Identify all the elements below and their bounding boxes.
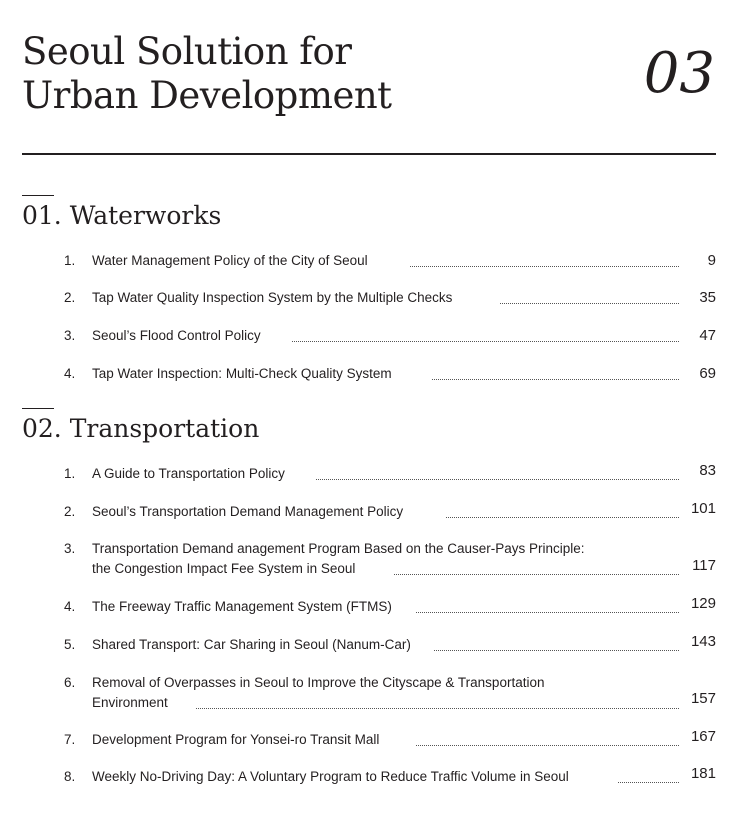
toc-entry-number: 4. bbox=[64, 599, 76, 614]
toc-entry-page: 181 bbox=[690, 765, 716, 782]
toc-leader-dots bbox=[618, 782, 679, 783]
toc-entry-page: 167 bbox=[690, 728, 716, 745]
book-title-line-1: Seoul Solution for bbox=[22, 30, 352, 73]
toc-entry-page: 143 bbox=[690, 633, 716, 650]
toc-entry-number: 3. bbox=[64, 541, 76, 556]
section-mark bbox=[22, 195, 54, 196]
toc-entry-page: 9 bbox=[707, 252, 716, 269]
toc-entry-page: 35 bbox=[699, 289, 716, 306]
toc-entry-number: 5. bbox=[64, 637, 76, 652]
toc-entry-page: 101 bbox=[690, 500, 716, 517]
toc-entry-title: Seoul’s Transportation Demand Management Policy bbox=[92, 504, 404, 519]
toc-entry-number: 7. bbox=[64, 732, 76, 747]
toc-leader-dots bbox=[434, 650, 679, 651]
toc-leader-dots bbox=[432, 379, 679, 380]
toc-entry-number: 2. bbox=[64, 504, 76, 519]
toc-leader-dots bbox=[410, 266, 679, 267]
toc-entry-title: Water Management Policy of the City of Seoul bbox=[92, 253, 368, 268]
toc-leader-dots bbox=[292, 341, 679, 342]
toc-entry-number: 4. bbox=[64, 366, 76, 381]
section-title: 01. Waterworks bbox=[22, 201, 222, 230]
toc-entry-title: Seoul’s Flood Control Policy bbox=[92, 328, 261, 343]
book-title bbox=[22, 30, 392, 118]
toc-entry-title: Tap Water Inspection: Multi-Check Quality System bbox=[92, 366, 392, 381]
toc-entry-title: A Guide to Transportation Policy bbox=[92, 466, 285, 481]
volume-number: 03 bbox=[643, 41, 715, 106]
toc-entry-page: 47 bbox=[699, 327, 716, 344]
toc-entry-number: 6. bbox=[64, 675, 76, 690]
toc-entry-number: 1. bbox=[64, 466, 76, 481]
toc-entry-title: Weekly No-Driving Day: A Voluntary Program to Reduce Traffic Volume in Seoul bbox=[92, 769, 569, 784]
toc-entry-title: Transportation Demand anagement Program Based on the Causer-Pays Principle: the Congestion Impact Fee System in Seoul bbox=[92, 541, 585, 576]
toc-leader-dots bbox=[316, 479, 679, 480]
section-title: 02. Transportation bbox=[22, 414, 260, 443]
toc-leader-dots bbox=[196, 708, 679, 709]
toc-entry-page: 69 bbox=[699, 365, 716, 382]
toc-entry-number: 8. bbox=[64, 769, 76, 784]
toc-entry-title: Removal of Overpasses in Seoul to Improve the Cityscape & Transportation Environment bbox=[92, 675, 545, 710]
toc-entry-title: The Freeway Traffic Management System (FTMS) bbox=[92, 599, 392, 614]
toc-entry-page: 129 bbox=[690, 595, 716, 612]
toc-entry-title: Shared Transport: Car Sharing in Seoul (Nanum-Car) bbox=[92, 637, 411, 652]
toc-leader-dots bbox=[394, 574, 679, 575]
toc-leader-dots bbox=[446, 517, 679, 518]
toc-leader-dots bbox=[500, 303, 679, 304]
header-divider bbox=[22, 153, 716, 155]
book-title-line-2: Urban Development bbox=[22, 74, 392, 117]
toc-entry-title: Development Program for Yonsei-ro Transit Mall bbox=[92, 732, 380, 747]
toc-entry-page: 117 bbox=[692, 557, 716, 574]
toc-entry-page: 157 bbox=[690, 690, 716, 707]
toc-entry-title: Tap Water Quality Inspection System by the Multiple Checks bbox=[92, 290, 453, 305]
toc-leader-dots bbox=[416, 745, 679, 746]
section-mark bbox=[22, 408, 54, 409]
toc-entry-number: 2. bbox=[64, 290, 76, 305]
toc-entry-number: 1. bbox=[64, 253, 76, 268]
toc-entry-number: 3. bbox=[64, 328, 76, 343]
toc-entry-page: 83 bbox=[699, 462, 716, 479]
toc-leader-dots bbox=[416, 612, 679, 613]
